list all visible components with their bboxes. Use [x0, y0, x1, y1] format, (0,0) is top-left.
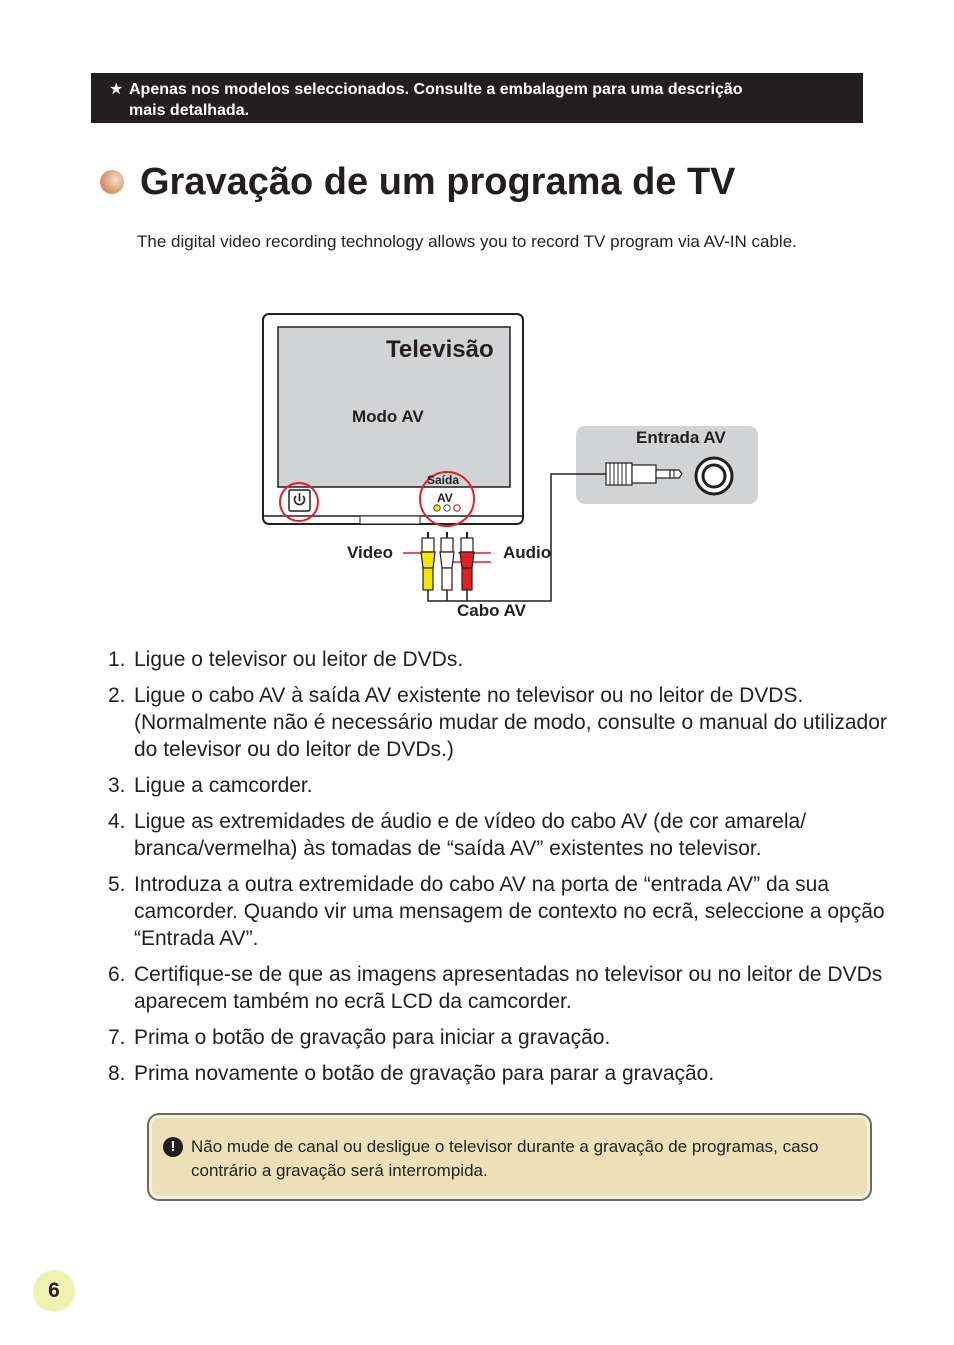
star-icon: ★	[109, 81, 124, 98]
list-item	[108, 961, 898, 1015]
step-number: 2.	[108, 684, 126, 707]
step-text: Ligue a camcorder.	[134, 774, 313, 797]
audio-left-jack-icon	[444, 505, 450, 511]
instruction-steps	[108, 646, 898, 1096]
list-item	[108, 871, 898, 952]
av-output-label-bottom: AV	[437, 491, 453, 505]
list-item	[108, 646, 898, 673]
av-mode-label: Modo AV	[352, 407, 424, 426]
audio-left-plug-icon	[440, 532, 454, 590]
step-text: Introduza a outra extremidade do cabo AV na porta de “entrada AV” da sua camcorder. Quando vir uma mensagem de contexto no ecrã, seleccione a opção “Entrada AV”.	[134, 873, 885, 950]
step-number: 5.	[108, 873, 126, 896]
list-item	[108, 1024, 898, 1051]
step-number: 7.	[108, 1026, 126, 1049]
audio-label: Audio	[503, 543, 552, 562]
step-number: 6.	[108, 963, 126, 986]
tv-label: Televisão	[386, 336, 494, 363]
page-title: Gravação de um programa de TV	[140, 161, 736, 203]
step-text: Certifique-se de que as imagens apresentadas no televisor ou no leitor de DVDs aparecem também no ecrã LCD da camcorder.	[134, 963, 883, 1013]
list-item	[108, 682, 898, 763]
video-label: Video	[347, 543, 393, 562]
step-number: 3.	[108, 774, 126, 797]
step-text: Ligue as extremidades de áudio e de vídeo do cabo AV (de cor amarela/ branca/vermelha) às tomadas de “saída AV” existentes no televisor.	[134, 810, 807, 860]
list-item	[108, 772, 898, 799]
tv-foot	[360, 516, 420, 524]
step-text: Ligue o cabo AV à saída AV existente no televisor ou no leitor de DVDS. (Normalmente não é necessário mudar de modo, consulte o manual do utilizador do televisor ou do leitor de DVDs.)	[134, 684, 887, 761]
warning-icon: !	[163, 1137, 183, 1157]
step-number: 1.	[108, 648, 126, 671]
page-number: 6	[33, 1270, 75, 1312]
banner-line-1	[109, 79, 849, 100]
warning-note	[147, 1113, 872, 1201]
step-text: Prima novamente o botão de gravação para parar a gravação.	[134, 1062, 715, 1085]
video-out-jack-icon	[434, 505, 440, 511]
audio-right-plug-icon	[460, 532, 474, 590]
av-output-label-top: Saída	[427, 473, 460, 487]
video-plug-icon	[421, 532, 435, 590]
step-text: Ligue o televisor ou leitor de DVDs.	[134, 648, 464, 671]
step-text: Prima o botão de gravação para iniciar a gravação.	[134, 1026, 611, 1049]
list-item	[108, 808, 898, 862]
banner-text-1: Apenas nos modelos seleccionados. Consulte a embalagem para uma descrição	[129, 81, 743, 98]
banner-text-2: mais detalhada.	[129, 102, 250, 119]
intro-paragraph: The digital video recording technology allows you to record TV program via AV-IN cable.	[137, 232, 797, 251]
audio-right-jack-icon	[454, 505, 460, 511]
selected-models-banner	[91, 73, 863, 123]
connection-diagram	[0, 300, 954, 630]
step-number: 8.	[108, 1062, 126, 1085]
av-input-label: Entrada AV	[636, 428, 726, 447]
warning-text: Não mude de canal ou desligue o televisor durante a gravação de programas, caso contrário a gravação será interrompida.	[191, 1137, 819, 1180]
list-item	[108, 1060, 898, 1087]
heading-bullet-icon	[100, 170, 124, 194]
av-cable-label: Cabo AV	[457, 601, 526, 620]
step-number: 4.	[108, 810, 126, 833]
